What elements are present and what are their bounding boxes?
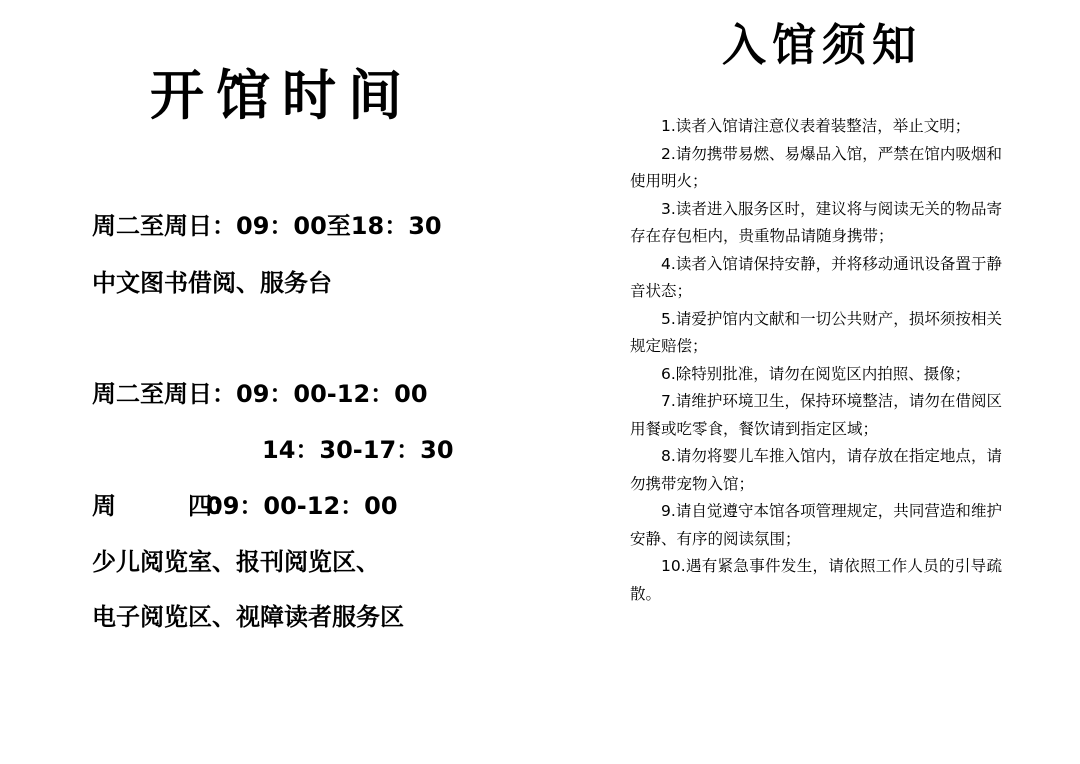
notice-item: 1.读者入馆请注意仪表着装整洁，举止文明； [661, 117, 971, 135]
hours-line-4: 14：30-17：30 [262, 436, 454, 464]
notice-item: 5.请爱护馆内文献和一切公共财产，损坏须按相关规定赔偿； [630, 309, 1002, 355]
visitor-notice-title: 入馆须知 [722, 20, 922, 71]
notice-item: 7.请维护环境卫生，保持环境整洁，请勿在借阅区用餐或吃零食，餐饮请到指定区域； [630, 392, 1002, 438]
hours-line-5 [92, 490, 398, 522]
thursday-hours: 09：00-12：00 [206, 492, 398, 520]
opening-hours-title: 开馆时间 [150, 63, 414, 127]
hours-line-3: 周二至周日：09：00-12：00 [92, 380, 428, 408]
hours-line-7: 电子阅览区、视障读者服务区 [92, 603, 404, 631]
hours-line-2: 中文图书借阅、服务台 [92, 269, 332, 297]
notice-item: 6.除特别批准，请勿在阅览区内拍照、摄像； [661, 364, 971, 383]
notice-list [630, 113, 1002, 608]
hours-line-6: 少儿阅览室、报刊阅览区、 [92, 548, 380, 576]
hours-line-1: 周二至周日：09：00至18：30 [92, 212, 442, 240]
notice-item: 3.读者进入服务区时，建议将与阅读无关的物品寄存在存包柜内，贵重物品请随身携带； [630, 199, 1002, 245]
notice-item: 2.请勿携带易燃、易爆品入馆，严禁在馆内吸烟和使用明火； [630, 144, 1002, 190]
notice-item: 9.请自觉遵守本馆各项管理规定，共同营造和维护安静、有序的阅读氛围； [630, 502, 1002, 548]
notice-item: 4.读者入馆请保持安静，并将移动通讯设备置于静音状态； [630, 254, 1002, 300]
notice-item: 8.请勿将婴儿车推入馆内，请存放在指定地点，请勿携带宠物入馆； [630, 447, 1002, 493]
thursday-label: 周 四： [92, 492, 236, 520]
notice-item: 10.遇有紧急事件发生，请依照工作人员的引导疏散。 [630, 557, 1002, 603]
